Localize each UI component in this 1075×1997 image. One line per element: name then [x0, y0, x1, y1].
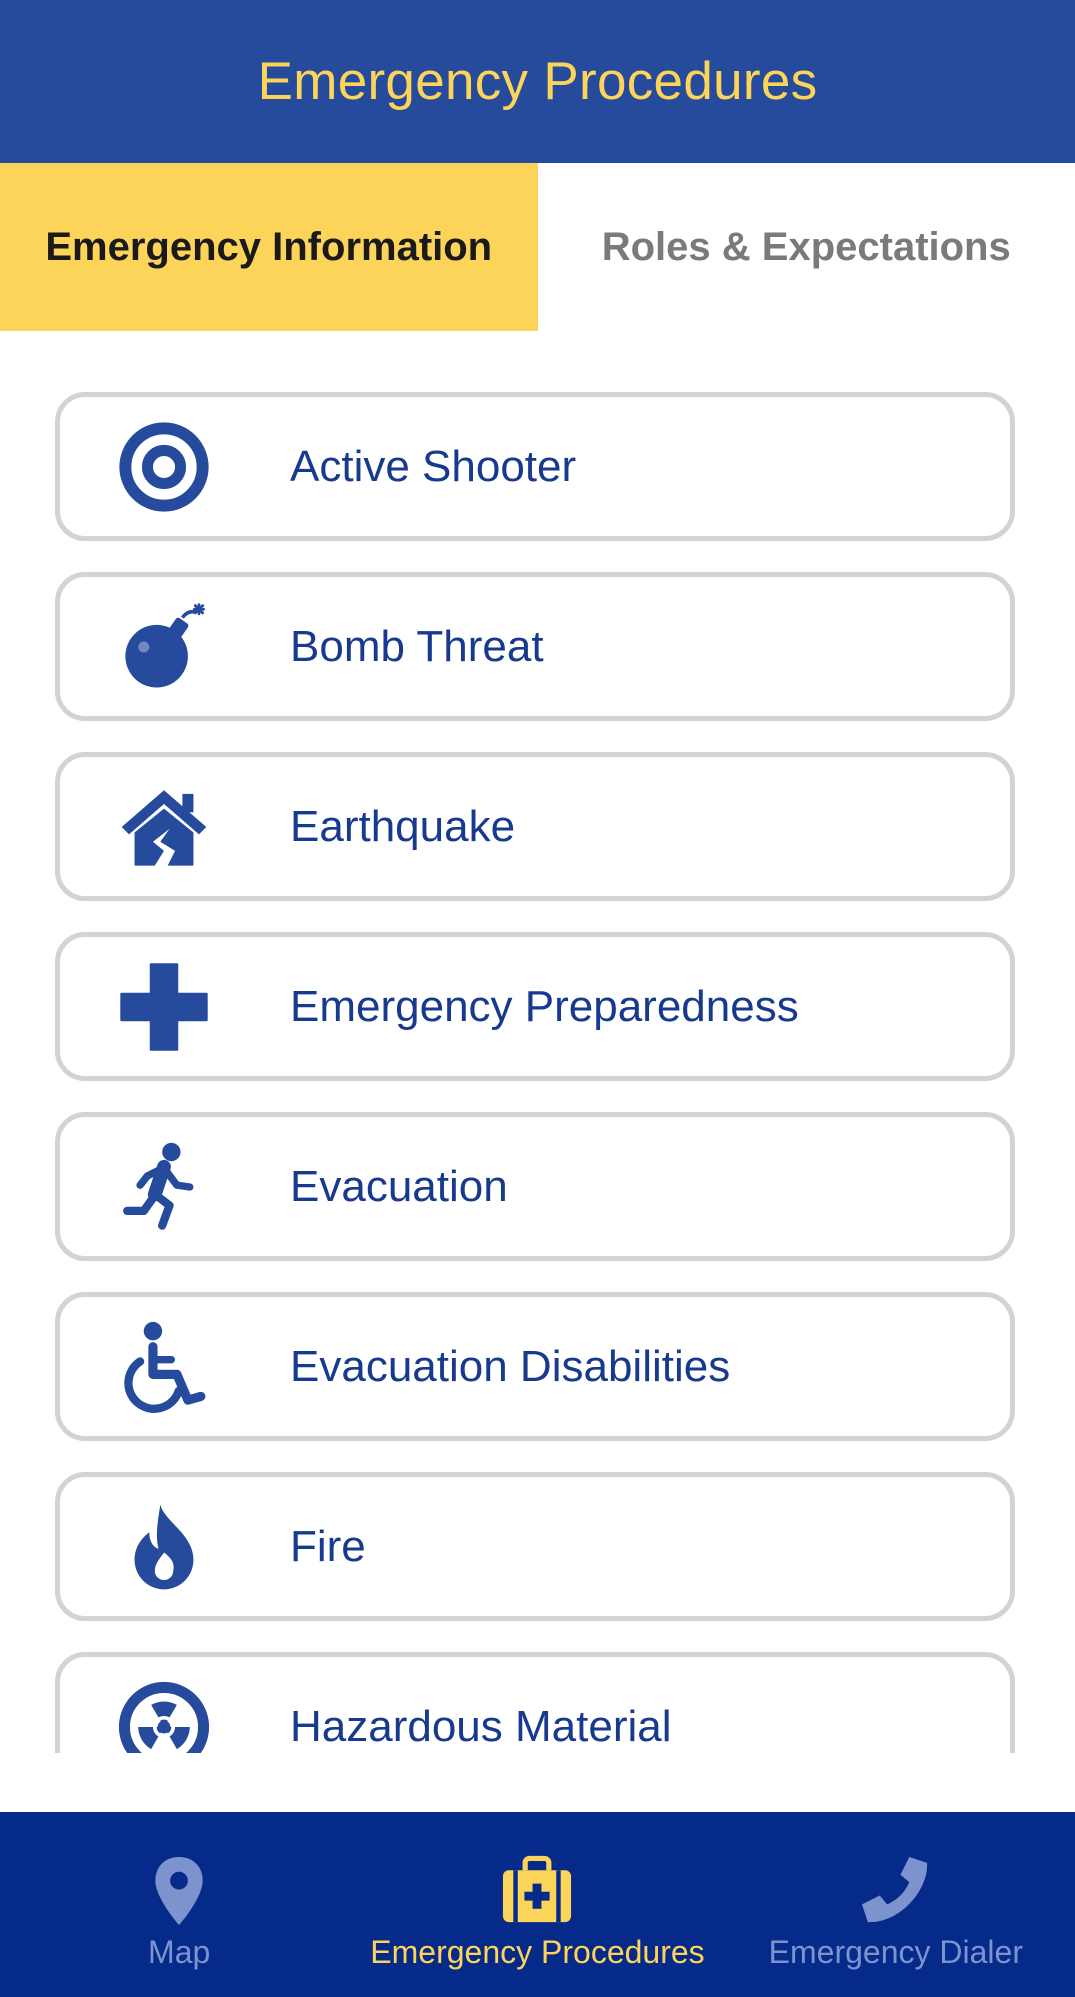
list-item-evacuation[interactable] [55, 1112, 1015, 1261]
app-header [0, 0, 1075, 163]
list-item-label: Earthquake [290, 801, 516, 851]
list-item-fire[interactable] [55, 1472, 1015, 1621]
nav-item-emergency-procedures[interactable] [358, 1812, 716, 1997]
list-item-bomb-threat[interactable] [55, 572, 1015, 721]
list-item-hazardous-material[interactable] [55, 1652, 1015, 1753]
broken-house-icon [114, 777, 214, 877]
running-person-icon [114, 1137, 214, 1237]
first-aid-kit-icon [500, 1854, 574, 1928]
bomb-icon [114, 597, 214, 697]
flame-icon [114, 1497, 214, 1597]
nav-item-map[interactable] [0, 1812, 358, 1997]
nav-item-emergency-dialer[interactable] [717, 1812, 1075, 1997]
list-item-label: Emergency Preparedness [290, 981, 799, 1031]
list-item-evacuation-disabilities[interactable] [55, 1292, 1015, 1441]
phone-icon [859, 1854, 933, 1928]
tab-bar [0, 163, 1075, 331]
nav-label: Map [148, 1934, 211, 1970]
map-pin-icon [142, 1854, 216, 1928]
tab-roles-expectations[interactable]: Roles & Expectations [538, 163, 1075, 331]
list-item-label: Evacuation [290, 1161, 508, 1211]
bottom-navigation [0, 1812, 1075, 1997]
list-item-label: Active Shooter [290, 441, 577, 491]
list-item-label: Fire [290, 1521, 366, 1571]
list-item-label: Hazardous Material [290, 1701, 672, 1751]
radiation-icon [114, 1677, 214, 1754]
procedures-list [55, 392, 1015, 1753]
list-item-label: Bomb Threat [290, 621, 544, 671]
page-title: Emergency Procedures [257, 52, 818, 111]
nav-label: Emergency Dialer [768, 1934, 1023, 1970]
list-item-active-shooter[interactable] [55, 392, 1015, 541]
nav-label: Emergency Procedures [370, 1934, 705, 1970]
list-item-earthquake[interactable] [55, 752, 1015, 901]
list-item-label: Evacuation Disabilities [290, 1341, 731, 1391]
wheelchair-icon [114, 1317, 214, 1417]
list-item-emergency-preparedness[interactable] [55, 932, 1015, 1081]
plus-icon [114, 957, 214, 1057]
tab-emergency-information[interactable]: Emergency Information [0, 163, 538, 331]
target-icon [114, 417, 214, 517]
procedures-list-viewport[interactable] [0, 331, 1075, 1753]
